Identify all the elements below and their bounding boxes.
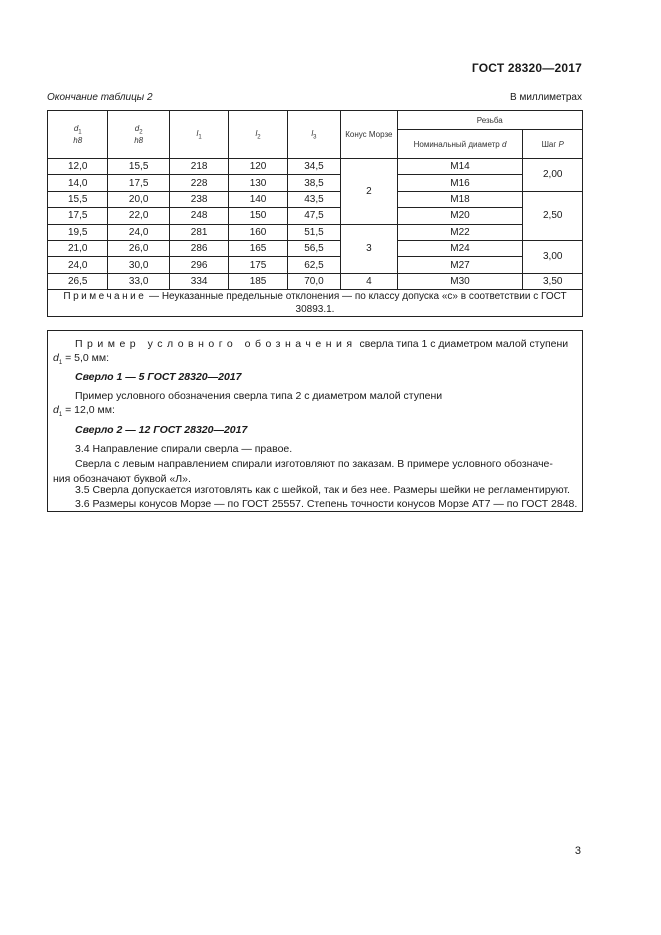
units-label: В миллиметрах xyxy=(510,92,582,103)
pitch-cell: 2,50 xyxy=(523,191,583,240)
pitch-cell: 2,00 xyxy=(523,159,583,192)
header-d2: $d_2$ h8 xyxy=(108,111,169,159)
pitch-cell: 3,50 xyxy=(523,273,583,289)
example-1-value: $d_1 = 5,0$ мм: xyxy=(53,352,110,367)
table-row: 26,5 33,0 334 185 70,0 4 M30 3,50 xyxy=(48,273,583,289)
pitch-cell: 3,00 xyxy=(523,240,583,273)
table-row: 15,5 20,0 238 140 43,5 M18 2,50 xyxy=(48,191,583,207)
example-1-designation: Сверло 1 — 5 ГОСТ 28320—2017 xyxy=(75,371,242,383)
header-pitch: Шаг P xyxy=(523,130,583,159)
table-row: 12,0 15,5 218 120 34,5 2 M14 2,00 xyxy=(48,159,583,175)
header-nominal-diameter: Номинальный диаметр d xyxy=(397,130,523,159)
example-1-intro: Пример условного обозначения сверла типа 1 с диаметром малой ступени xyxy=(75,338,569,350)
example-2-value: $d_1 = 12,0$ мм: xyxy=(53,404,115,419)
dimensions-table xyxy=(47,110,583,317)
table-note-row xyxy=(48,290,583,317)
table-row: 14,0 17,5 228 130 38,5 M16 xyxy=(48,175,583,191)
header-l3: $l_3$ xyxy=(287,111,340,159)
table-note: Примечание — Неуказанные предельные отклонения — по классу допуска «с» в соответствии с ГОСТ 30893.1. xyxy=(48,290,583,317)
clause-3-6: 3.6 Размеры конусов Морзе — по ГОСТ 25557. Степень точности конусов Морзе АТ7 — по ГОСТ 2848. xyxy=(75,498,578,510)
document-code: ГОСТ 28320—2017 xyxy=(471,61,582,75)
header-morse-cone: Конус Морзе xyxy=(341,111,397,159)
table-row: 19,5 24,0 281 160 51,5 3 M22 xyxy=(48,224,583,240)
clause-3-5: 3.5 Сверла допускается изготовлять как с шейкой, так и без нее. Размеры шейки не регламентируют. xyxy=(75,484,570,496)
cone-cell: 2 xyxy=(341,159,397,225)
designation-examples-box xyxy=(47,330,583,512)
header-d1: $d_1$ h8 xyxy=(48,111,108,159)
cone-cell: 3 xyxy=(341,224,397,273)
table-row: 21,0 26,0 286 165 56,5 M24 3,00 xyxy=(48,240,583,256)
left-spiral-note: Сверла с левым направлением спирали изготовляют по заказам. В примере условного обозначе- ния обозначают буквой «Л». xyxy=(53,458,553,485)
example-2-designation: Сверло 2 — 12 ГОСТ 28320—2017 xyxy=(75,424,248,436)
clause-3-4: 3.4 Направление спирали сверла — правое. xyxy=(75,443,293,455)
table-row: 24,0 30,0 296 175 62,5 M27 xyxy=(48,257,583,273)
header-thread: Резьба xyxy=(397,111,582,130)
header-l1: $l_1$ xyxy=(169,111,228,159)
page-number: 3 xyxy=(574,845,581,857)
cone-cell: 4 xyxy=(341,273,397,289)
header-l2: $l_2$ xyxy=(229,111,287,159)
table-caption: Окончание таблицы 2 xyxy=(47,92,153,103)
example-2-intro: Пример условного обозначения сверла типа 2 с диаметром малой ступени xyxy=(75,390,443,402)
table-row: 17,5 22,0 248 150 47,5 M20 xyxy=(48,208,583,224)
